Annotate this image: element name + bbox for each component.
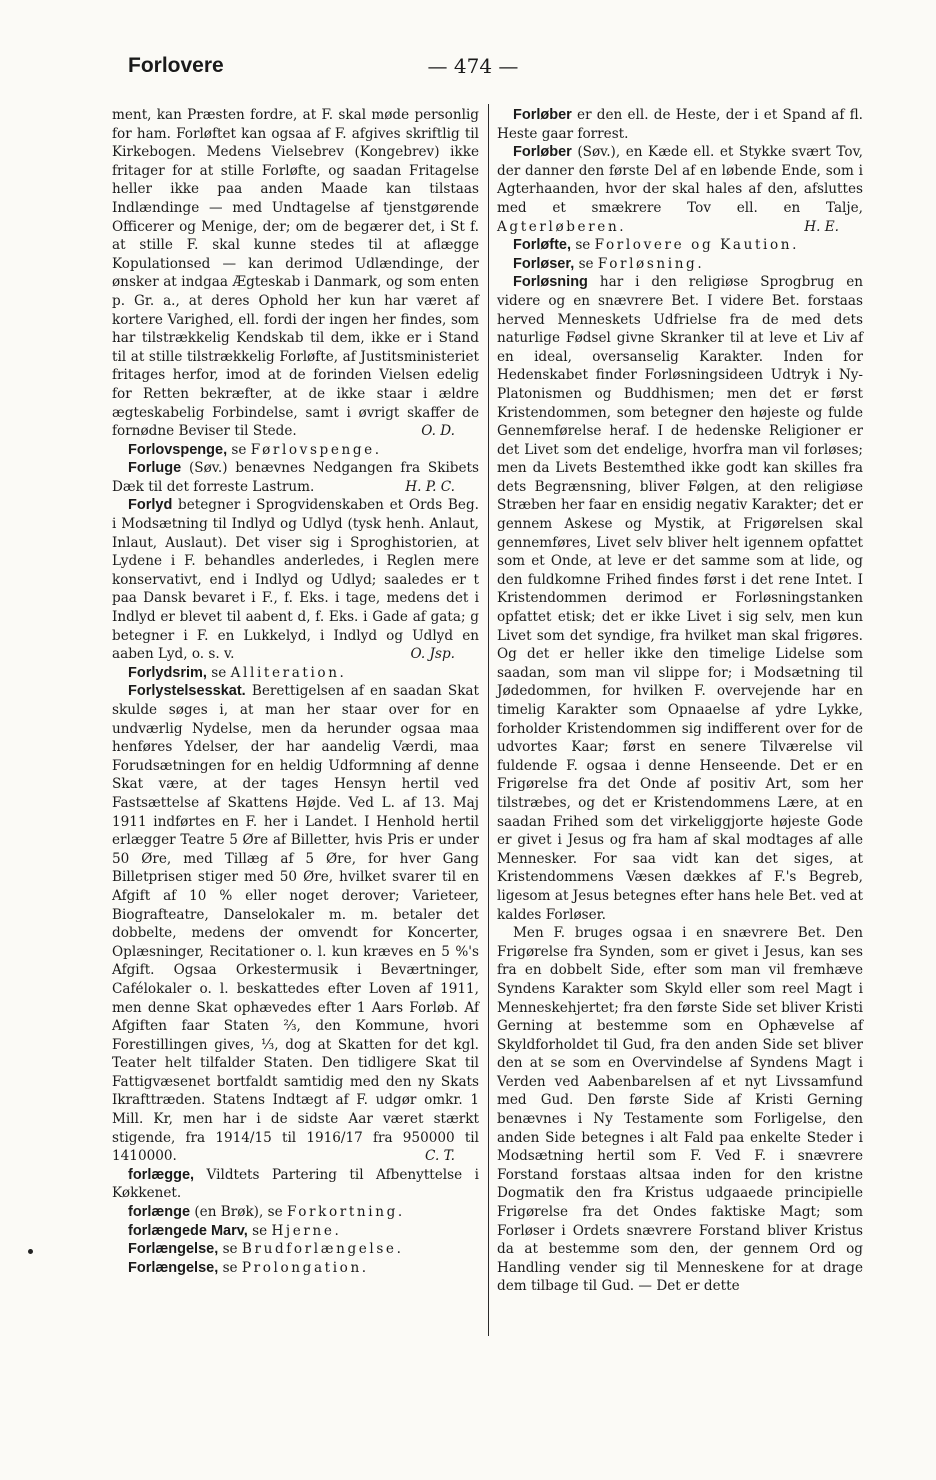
entry-headword: Forlydsrim,: [128, 664, 207, 681]
entry-forlystelsesskat: Forlystelsesskat. Berettigelsen af en saadan Skat skulde søges i, at man her staar over for en undværlig Nydelse, men da herunder ogsaa maa henføres Ydelser, der har aandelig Værdi, maa Forudsætningen for en heldig Udformning af denne Skat være, at der tages Hensyn hertil ved Fastsættelse af Skattens Højde. Ved L. af 13. Maj 1911 indførtes en F. her i Landet. I Henhold hertil erlægger Teatre 5 Øre af Billetter, hvis Pris er under 50 Øre, med Tillæg af 5 Øre, for hver Gang Billetprisen stiger med 50 Øre, hvilket svarer til en Afgift af 10 % eller noget derover; Varieteer, Biografteatre, Danselokaler m. m. betaler det dobbelte, medens der omvendt for Koncerter, Oplæsninger, Recitationer o. l. kun kræves en 5 %'s Afgift. Ogsaa Orkestermusik i Beværtninger, Cafélokaler o. l. beskattedes efter Loven af 1911, men denne Skat ophævedes efter 1 Aars Forløb. Af Afgiften faar Staten ⅔, den Kommune, hvori Forestillingen gives, ⅓, dog at Skatten for det kgl. Teater helt tilfalder Staten. Den tidligere Skat til Fattigvæsenet bortfaldt samtidig med den ny Skats Ikrafttræden. Statens Indtægt af F. udgør omkr. 1 Mill. Kr, men har i de sidste Aar været stærkt stigende, fra 1914/15 til 1916/17 fra 950000 til 1410000. C. T.: [112, 683, 479, 1165]
author-signature: O. D.: [421, 423, 455, 440]
entry-headword: Forlyd: [128, 497, 173, 514]
cross-reference: Forkortning.: [286, 1204, 405, 1221]
entry-headword: Forlængelse,: [128, 1241, 219, 1258]
author-signature: C. T.: [425, 1148, 455, 1165]
author-signature: H. P. C.: [405, 478, 455, 495]
entry-forlovspenge: Forlovspenge, se Førlovspenge.: [128, 441, 382, 458]
entry-forlaenge: forlænge (en Brøk), se Forkortning.: [128, 1204, 405, 1221]
right-column: [497, 106, 863, 1296]
entry-headword: Forlovspenge,: [128, 441, 228, 458]
cross-reference: Agterløberen.: [497, 218, 627, 235]
author-signature: O. Jsp.: [410, 646, 455, 663]
cross-reference: Brudforlængelse.: [241, 1241, 404, 1258]
continued-paragraph: ment, kan Præsten fordre, at F. skal møde personlig for ham. Forløftet kan ogsaa af F. afgives skriftlig til Kirkebogen. Medens Vielsebrev (Kongebrev) ikke fritager for at stille Forløfte, og saadan Fritagelse heller ikke paa anden Maade kan tilstaas Indlændinge — med Undtagelse af tjenstgørende Officerer og Menige, der; om de begærer det, i St f. at stille F. skal kunne stedes til at aflægge Kopulationsed — kan derimod Udlændinge, der ønsker at indgaa Ægteskab i Danmark, og som enten p. Gr. a., at deres Ophold her kun har været af kortere Varighed, ell. fordi der ingen her findes, som har tilstrækkelig Kendskab til dem, ikke er i Stand til at stille tilstrækkelig Forløfte, af Justitsministeriet fritages herfor, imod at de forinden Vielsen edelig for Retten bekræfter, at de ikke staar i ældre ægteskabelig Forbindelse, samt i øvrigt skaffer de fornødne Beviser til Stede. O. D.: [112, 107, 479, 440]
entry-headword: Forlystelsesskat.: [128, 683, 246, 700]
page-header: [0, 54, 936, 84]
entry-headword: Forløsning: [513, 274, 588, 291]
entry-forlydsrim: Forlydsrim, se Alliteration.: [128, 664, 347, 681]
entry-forlober-2: Forløber (Søv.), en Kæde ell. et Stykke svært Tov, der danner den første Del af en løbende Ende, som i Agterhaanden, hvor der skal hales af den, afsluttes med et smækrere Tov ell. en Talje, Agterløberen. H. E.: [497, 144, 863, 235]
entry-headword: Forlængelse,: [128, 1259, 219, 1276]
left-column: [112, 106, 479, 1277]
paragraph-forlosning-2: Men F. bruges ogsaa i en snævrere Bet. Den Frigørelse fra Synden, som er givet i Jesus, kan ses fra en dobbelt Side, efter som man vil fremhæve Syndens Karakter som Skyld eller som reel Magt i Menneskehjertet; fra den første Side set bliver Kristi Gerning at bestemme som en Ophævelse af Skyldforholdet til Gud, fra den anden Side set bliver den at se som en Overvindelse af Syndens Magt i Verden ved Aabenbarelsen af et nyt Livssamfund med Gud. Den første Side af Kristi Gerning benævnes i Ny Testamente som Forligelse, den anden Side betegnes i alt Fald paa enkelte Steder i Modsætning hertil som F. Ved F. i snævrere Forstand forstaas altsaa inden for den kristne Dogmatik den fra Kristus udgaaede principielle Frigørelse fra det Ondes faktiske Magt; som Forløser i Ordets snævrere Forstand bliver Kristus da at bestemme som den, der gennem Ord og Handling vender sig til Menneskene for at drage dem tilbage til Gud. — Det er dette: [497, 925, 863, 1295]
entry-forlaengelse-2: Forlængelse, se Prolongation.: [128, 1259, 369, 1276]
entry-forlaegge: forlægge, Vildtets Partering til Afbenyttelse i Køkkenet.: [112, 1166, 479, 1202]
cross-reference: Forløsning.: [597, 255, 705, 272]
margin-ink-dot: [28, 1249, 33, 1254]
entry-headword: forlængede Marv,: [128, 1222, 248, 1239]
entry-forlober-1: Forløber er den ell. de Heste, der i et Spand af fl. Heste gaar forrest.: [497, 107, 863, 142]
entry-forlaengede-marv: forlængede Marv, se Hjerne.: [128, 1222, 342, 1239]
entry-headword: Forløfte,: [513, 237, 571, 254]
entry-headword: forlægge,: [128, 1166, 195, 1183]
entry-headword: Forløser,: [513, 255, 575, 272]
cross-reference: Alliteration.: [230, 664, 347, 681]
entry-forlofte: Forløfte, se Forlovere og Kaution.: [513, 237, 800, 254]
entry-headword: Forløber: [513, 107, 572, 123]
entry-headword: Forluge: [128, 460, 182, 477]
running-headword: Forlovere: [128, 54, 224, 77]
entry-headword: Forløber: [513, 144, 572, 161]
column-divider: [488, 104, 489, 1336]
entry-headword: forlænge: [128, 1204, 191, 1221]
entry-forlaengelse-1: Forlængelse, se Brudforlængelse.: [128, 1241, 404, 1258]
entry-forloser: Forløser, se Forløsning.: [513, 255, 705, 272]
cross-reference: Forlovere og Kaution.: [594, 237, 800, 254]
cross-reference: Førlovspenge.: [250, 441, 382, 458]
cross-reference: Hjerne.: [271, 1222, 342, 1239]
entry-forlosning: Forløsning har i den religiøse Sprogbrug en videre og en snævrere Bet. I videre Bet. forstaas herved Menneskets Udfrielse fra de med dets naturlige Fødsel givne Skranker til at leve et Liv af en ideal, oversanselig Karakter. Inden for Hedenskabet finder Forløsningsideen Udtryk i Ny-Platonismen og Buddhismen; men det er først Kristendommen, som betegner den højeste og fulde Gennemførelse heraf. I de hedenske Religioner er det Livet som det endelige, hvorfra man vil forløses; men da Livets Bestemthed ikke godt kan skilles fra dets Begrænsning, bliver Følgen, at den religiøse Stræben her faar en ensidig negativ Karakter; det er gennem Askese og Mystik, at Frigørelsen skal gennemføres, Livet selv bliver helt igennem opfattet som et Onde, at leve er det samme som at lide, og den fuldkomne Frihed findes først i det rene Intet. I Kristendommen derimod er Forløsningstanken opfattet etisk; det er ikke Livet i sig selv, men kun Livet som det syndige, fra hvilket man skal frigøres. Og det er heller ikke den timelige Lidelse som saadan, som man vil slippe for; i Modsætning til Jødedommen, for hvilken F. overvejende har en timelig Karakter som Opnaaelse af ydre Lykke, forholder Kristendommen sig indifferent over for de udvortes Kaar; først en senere Tilværelse vil fuldende F. ogsaa i denne Henseende. Det er en Frigørelse fra det Onde af positiv Art, som her tilstræbes, og det er Kristendommens Lære, at en saadan Frihed som det virkeliggjorte højeste Gode er givet i Jesus og fra ham af skal modtages af alle Mennesker. For saa vidt kan det siges, at Kristendommens Væsen dækkes af F.'s Begreb, ligesom at Jesus betegnes efter hans hele Bet. ved at kaldes Forløser.: [497, 274, 863, 923]
cross-reference: Prolongation.: [241, 1259, 369, 1276]
entry-forlyd: Forlyd betegner i Sprogvidenskaben et Ords Beg. i Modsætning til Indlyd og Udlyd (tysk henh. Anlaut, Inlaut, Auslaut). Det viser sig i Sproghistorien, at Lydene i F. behandles anderledes, i Reglen mere konservativt, end i Indlyd og Udlyd; saaledes er t paa Dansk bevaret i F., f. Eks. i tage, medens det i Indlyd er blevet til aabent d, f. Eks. i Gade af gata; g betegner i F. en Lukkelyd, i Indlyd og Udlyd en aaben Lyd, o. s. v. O. Jsp.: [112, 497, 479, 663]
author-signature: H. E.: [804, 218, 839, 235]
page-number: — 474 —: [427, 54, 519, 78]
entry-forluge: Forluge (Søv.) benævnes Nedgangen fra Skibets Dæk til det forreste Lastrum. H. P. C.: [112, 460, 479, 495]
